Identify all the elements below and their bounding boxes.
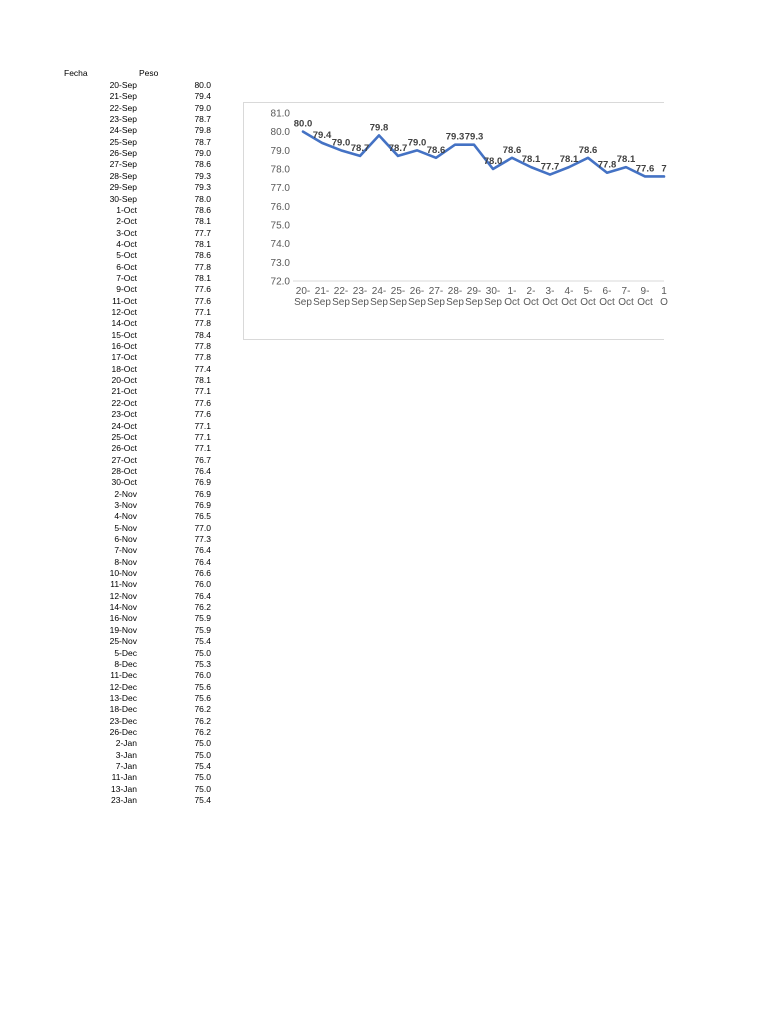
data-point[interactable]: [644, 176, 646, 178]
cell-fecha[interactable]: 26-Sep: [109, 148, 137, 159]
table-row[interactable]: [0, 171, 215, 182]
data-point[interactable]: [321, 142, 323, 144]
x-tick-label: 22-: [333, 286, 349, 297]
cell-peso[interactable]: 76.7: [194, 454, 211, 465]
y-tick-label: 74.0: [270, 239, 290, 251]
table-row[interactable]: [0, 602, 215, 613]
cell-fecha[interactable]: 3-Nov: [114, 499, 137, 510]
cell-fecha[interactable]: 15-Oct: [111, 329, 137, 340]
table-row[interactable]: [0, 568, 215, 579]
cell-peso[interactable]: 79.8: [194, 125, 211, 136]
data-label: 79.0: [331, 137, 351, 149]
cell-peso[interactable]: 77.6: [194, 284, 211, 295]
cell-fecha[interactable]: 2-Jan: [115, 738, 137, 749]
data-label: 78.7: [350, 142, 370, 154]
table-row[interactable]: [0, 137, 215, 148]
line-chart[interactable]: [243, 102, 668, 340]
cell-peso[interactable]: 75.6: [194, 681, 211, 692]
cell-fecha[interactable]: 10-Nov: [109, 568, 137, 579]
x-tick-label: 25-: [390, 286, 406, 297]
data-point[interactable]: [549, 174, 551, 176]
cell-fecha[interactable]: 20-Oct: [111, 375, 137, 386]
data-label: 78.6: [578, 144, 598, 156]
cell-fecha[interactable]: 11-Dec: [110, 670, 137, 681]
data-label: 77.7: [540, 161, 560, 173]
table-row[interactable]: [0, 659, 215, 670]
table-row[interactable]: [0, 273, 215, 284]
cell-peso[interactable]: 77.1: [194, 307, 211, 317]
header-fecha[interactable]: Fecha: [64, 68, 88, 78]
cell-fecha[interactable]: 7-Oct: [116, 272, 137, 283]
cell-fecha[interactable]: 3-Oct: [116, 227, 137, 238]
table-row[interactable]: [0, 216, 215, 227]
cell-fecha[interactable]: 30-Sep: [109, 193, 137, 204]
table-row[interactable]: [0, 772, 215, 783]
data-label: 79.3: [445, 131, 465, 143]
cell-peso[interactable]: 76.9: [194, 477, 211, 488]
cell-fecha[interactable]: 28-Sep: [109, 170, 137, 181]
x-tick-label: 2-: [526, 286, 536, 297]
table-row[interactable]: [0, 159, 215, 170]
data-label: 79.4: [312, 129, 332, 141]
table-row[interactable]: [0, 330, 215, 341]
cell-fecha[interactable]: 2-Oct: [116, 216, 137, 227]
y-tick-label: 73.0: [270, 257, 290, 269]
cell-fecha[interactable]: 21-Sep: [109, 91, 137, 102]
cell-peso[interactable]: 76.0: [194, 579, 211, 590]
data-label: 78.1: [616, 154, 636, 166]
table-row[interactable]: [0, 318, 215, 329]
table-row[interactable]: [0, 591, 215, 602]
table-row[interactable]: [0, 750, 215, 761]
table-row[interactable]: [0, 284, 215, 295]
table-row[interactable]: [0, 648, 215, 659]
cell-peso[interactable]: 77.1: [194, 420, 211, 431]
x-tick-label: 28-: [447, 286, 463, 297]
cell-peso[interactable]: 78.1: [194, 375, 211, 386]
x-tick-label: 4-: [564, 286, 574, 297]
x-tick-label: Oct: [523, 297, 539, 308]
cell-peso[interactable]: 77.6: [194, 295, 211, 306]
cell-peso[interactable]: 76.4: [194, 590, 211, 601]
cell-peso[interactable]: 76.0: [194, 670, 211, 681]
x-tick-label: 24-: [371, 286, 387, 297]
table-row[interactable]: [0, 625, 215, 636]
x-tick-label: 30-: [485, 286, 501, 297]
table-row[interactable]: [0, 477, 215, 488]
table-row[interactable]: [0, 125, 215, 136]
cell-peso[interactable]: 78.7: [194, 136, 211, 147]
cell-fecha[interactable]: 17-Oct: [111, 352, 137, 363]
data-label: 77.6: [635, 163, 655, 175]
table-row[interactable]: [0, 761, 215, 772]
table-row[interactable]: [0, 386, 215, 397]
y-tick-label: 80.0: [270, 127, 290, 139]
table-row[interactable]: [0, 534, 215, 545]
cell-peso[interactable]: 76.2: [194, 715, 211, 726]
x-tick-label: Sep: [313, 297, 331, 308]
data-point[interactable]: [492, 168, 494, 170]
y-tick-label: 77.0: [270, 183, 290, 195]
data-point[interactable]: [625, 166, 627, 168]
cell-peso[interactable]: 76.2: [194, 726, 211, 737]
x-tick-label: 26-: [409, 286, 425, 297]
cell-fecha[interactable]: 11-Jan: [111, 772, 137, 783]
cell-fecha[interactable]: 5-Nov: [114, 522, 137, 533]
cell-peso[interactable]: 76.4: [194, 465, 211, 476]
x-tick-label: Oct: [561, 297, 577, 308]
x-tick-label: 9-: [640, 286, 650, 297]
cell-fecha[interactable]: 22-Oct: [111, 397, 137, 408]
table-row[interactable]: [0, 239, 215, 250]
cell-fecha[interactable]: 30-Oct: [111, 477, 137, 488]
table-row[interactable]: [0, 489, 215, 500]
cell-peso[interactable]: 75.6: [194, 692, 211, 703]
cell-peso[interactable]: 78.6: [194, 250, 211, 261]
cell-fecha[interactable]: 13-Dec: [109, 692, 137, 703]
x-tick-label: Sep: [389, 297, 407, 308]
data-point[interactable]: [302, 131, 304, 133]
x-tick-label: Oct: [542, 297, 558, 308]
cell-peso[interactable]: 76.6: [194, 568, 211, 579]
table-row[interactable]: [0, 421, 215, 432]
y-tick-label: 75.0: [270, 220, 290, 232]
cell-fecha[interactable]: 12-Nov: [109, 590, 137, 601]
x-tick-label: 5-: [583, 286, 593, 297]
cell-peso[interactable]: 80.0: [194, 80, 211, 90]
table-row[interactable]: [0, 682, 215, 693]
cell-fecha[interactable]: 28-Oct: [111, 465, 137, 476]
x-tick-label: Oct: [618, 297, 634, 308]
cell-peso[interactable]: 78.4: [194, 329, 211, 340]
x-tick-label: Oct: [599, 297, 615, 308]
data-point[interactable]: [340, 150, 342, 152]
cell-fecha[interactable]: 25-Nov: [109, 636, 137, 647]
table-row[interactable]: [0, 182, 215, 193]
cell-peso[interactable]: 75.3: [194, 658, 211, 669]
x-tick-label: 21-: [314, 286, 330, 297]
data-point[interactable]: [454, 144, 456, 146]
data-label: 79.3: [464, 131, 484, 143]
table-row[interactable]: [0, 398, 215, 409]
data-label: 80.0: [293, 118, 313, 130]
data-point[interactable]: [435, 157, 437, 159]
cell-fecha[interactable]: 14-Oct: [111, 318, 137, 329]
cell-peso[interactable]: 78.6: [194, 159, 211, 170]
table-row[interactable]: [0, 727, 215, 738]
cell-fecha[interactable]: 22-Sep: [109, 102, 137, 113]
cell-peso[interactable]: 75.4: [194, 636, 211, 647]
table-row[interactable]: [0, 545, 215, 556]
x-tick-label: 1: [661, 286, 667, 297]
cell-fecha[interactable]: 2-Nov: [114, 488, 137, 499]
cell-peso[interactable]: 76.4: [194, 545, 211, 556]
x-tick-label: 29-: [466, 286, 482, 297]
x-tick-label: Oct: [580, 297, 596, 308]
table-row[interactable]: [0, 148, 215, 159]
data-label: 78.6: [426, 144, 446, 156]
y-tick-label: 76.0: [270, 201, 290, 213]
cell-peso[interactable]: 78.1: [194, 238, 211, 249]
table-row[interactable]: [0, 716, 215, 727]
cell-peso[interactable]: 78.1: [194, 272, 211, 283]
cell-peso[interactable]: 77.1: [194, 431, 211, 442]
cell-fecha[interactable]: 21-Oct: [111, 386, 137, 397]
x-tick-label: 3-: [545, 286, 555, 297]
data-label: 78.1: [521, 154, 541, 166]
table-row[interactable]: [0, 613, 215, 624]
cell-fecha[interactable]: 5-Oct: [116, 250, 137, 261]
table-row[interactable]: [0, 194, 215, 205]
table-row[interactable]: [0, 228, 215, 239]
cell-peso[interactable]: 75.4: [194, 795, 211, 806]
cell-peso[interactable]: 77.3: [194, 534, 211, 544]
cell-peso[interactable]: 75.0: [194, 772, 211, 783]
cell-peso[interactable]: 78.0: [194, 193, 211, 204]
cell-fecha[interactable]: 4-Nov: [114, 511, 137, 522]
cell-fecha[interactable]: 26-Oct: [111, 443, 137, 454]
data-point[interactable]: [663, 176, 665, 178]
cell-fecha[interactable]: 9-Oct: [116, 284, 137, 295]
data-label: 78.0: [483, 156, 503, 167]
cell-peso[interactable]: 76.5: [194, 511, 211, 522]
table-row[interactable]: [0, 352, 215, 363]
table-row[interactable]: [0, 341, 215, 352]
cell-peso[interactable]: 75.0: [194, 783, 211, 794]
x-tick-label: Oct: [637, 297, 653, 308]
cell-fecha[interactable]: 25-Sep: [109, 136, 137, 147]
table-row[interactable]: [0, 364, 215, 375]
table-row[interactable]: [0, 693, 215, 704]
x-tick-label: Sep: [370, 297, 388, 308]
table-row[interactable]: [0, 114, 215, 125]
table-row[interactable]: [0, 262, 215, 273]
x-tick-label: Sep: [294, 297, 312, 308]
cell-peso[interactable]: 75.4: [194, 761, 211, 771]
header-peso[interactable]: Peso: [139, 68, 159, 78]
table-row[interactable]: [0, 375, 215, 386]
cell-fecha[interactable]: 19-Nov: [109, 624, 137, 635]
cell-peso[interactable]: 77.1: [194, 443, 211, 454]
data-label: 78.6: [502, 144, 522, 156]
cell-peso[interactable]: 77.8: [194, 318, 211, 329]
cell-fecha[interactable]: 23-Dec: [109, 715, 137, 726]
table-row[interactable]: [0, 636, 215, 647]
cell-peso[interactable]: 77.7: [194, 227, 211, 238]
data-label: 77.8: [597, 159, 617, 171]
cell-fecha[interactable]: 18-Dec: [109, 704, 137, 715]
cell-peso[interactable]: 77.8: [194, 341, 211, 352]
data-point[interactable]: [416, 150, 418, 152]
x-tick-label: 23-: [352, 286, 368, 297]
cell-fecha[interactable]: 29-Sep: [109, 182, 137, 193]
cell-fecha[interactable]: 7-Nov: [114, 545, 137, 556]
cell-peso[interactable]: 79.3: [194, 182, 211, 193]
data-point[interactable]: [606, 172, 608, 174]
cell-peso[interactable]: 75.0: [194, 647, 211, 658]
cell-fecha[interactable]: 27-Oct: [111, 454, 137, 465]
table-row[interactable]: [0, 409, 215, 420]
data-label: 79.0: [407, 137, 427, 149]
table-row[interactable]: [0, 795, 215, 806]
x-tick-label: Oct: [504, 297, 520, 308]
cell-peso[interactable]: 79.0: [194, 148, 211, 159]
cell-fecha[interactable]: 6-Nov: [114, 534, 137, 544]
cell-peso[interactable]: 77.6: [194, 397, 211, 408]
cell-peso[interactable]: 76.2: [194, 704, 211, 715]
cell-fecha[interactable]: 8-Nov: [114, 556, 137, 567]
cell-peso[interactable]: 76.9: [194, 488, 211, 499]
table-row[interactable]: [0, 670, 215, 681]
cell-fecha[interactable]: 14-Nov: [109, 602, 137, 613]
data-point[interactable]: [473, 144, 475, 146]
cell-peso[interactable]: 75.9: [194, 624, 211, 635]
y-tick-label: 81.0: [270, 108, 290, 120]
cell-fecha[interactable]: 23-Jan: [111, 795, 137, 806]
table-row[interactable]: [0, 511, 215, 522]
table-row[interactable]: [0, 432, 215, 443]
cell-peso[interactable]: 77.1: [194, 386, 211, 397]
cell-fecha[interactable]: 7-Jan: [115, 761, 137, 771]
x-tick-label: Sep: [465, 297, 483, 308]
data-point[interactable]: [587, 157, 589, 159]
cell-fecha[interactable]: 3-Jan: [115, 749, 137, 760]
cell-fecha[interactable]: 27-Sep: [109, 159, 137, 170]
y-tick-label: 79.0: [270, 145, 290, 157]
table-row[interactable]: [0, 579, 215, 590]
x-tick-label: 20-: [295, 286, 311, 297]
x-tick-label: 6-: [602, 286, 612, 297]
data-point[interactable]: [530, 166, 532, 168]
x-tick-label: Sep: [332, 297, 350, 308]
table-row[interactable]: [0, 205, 215, 216]
x-tick-label: 1-: [507, 286, 517, 297]
cell-fecha[interactable]: 13-Jan: [111, 783, 137, 794]
data-label: 78.1: [559, 154, 579, 166]
x-tick-label: Sep: [446, 297, 464, 308]
x-tick-label: 7-: [621, 286, 631, 297]
data-point[interactable]: [359, 155, 361, 157]
cell-peso[interactable]: 79.3: [194, 170, 211, 181]
cell-fecha[interactable]: 16-Oct: [111, 341, 137, 352]
cell-fecha[interactable]: 26-Dec: [109, 726, 137, 737]
cell-peso[interactable]: 78.6: [194, 204, 211, 215]
cell-peso[interactable]: 77.6: [194, 409, 211, 420]
cell-peso[interactable]: 75.9: [194, 613, 211, 624]
x-tick-label: Sep: [427, 297, 445, 308]
data-label: 78.7: [388, 142, 408, 154]
cell-fecha[interactable]: 12-Dec: [109, 681, 137, 692]
table-row[interactable]: [0, 296, 215, 307]
x-tick-label: Sep: [484, 297, 502, 308]
cell-peso[interactable]: 76.4: [194, 556, 211, 567]
cell-peso[interactable]: 77.8: [194, 261, 211, 272]
data-point[interactable]: [397, 155, 399, 157]
chart-svg: [244, 103, 668, 339]
cell-peso[interactable]: 75.0: [194, 738, 211, 749]
x-tick-label: 27-: [428, 286, 444, 297]
table-row[interactable]: [0, 500, 215, 511]
cell-peso[interactable]: 79.0: [194, 102, 211, 113]
cell-fecha[interactable]: 12-Oct: [111, 307, 137, 317]
cell-fecha[interactable]: 6-Oct: [116, 261, 137, 272]
table-row[interactable]: [0, 103, 215, 114]
cell-fecha[interactable]: 4-Oct: [116, 238, 137, 249]
cell-fecha[interactable]: 16-Nov: [109, 613, 137, 624]
table-row[interactable]: [0, 557, 215, 568]
table-row[interactable]: [0, 784, 215, 795]
cell-peso[interactable]: 78.1: [194, 216, 211, 227]
data-point[interactable]: [511, 157, 513, 159]
cell-peso[interactable]: 75.0: [194, 749, 211, 760]
cell-peso[interactable]: 77.4: [194, 363, 211, 374]
cell-fecha[interactable]: 23-Sep: [109, 114, 137, 125]
table-row[interactable]: [0, 443, 215, 454]
table-row[interactable]: [0, 455, 215, 466]
table-row[interactable]: [0, 307, 215, 318]
cell-fecha[interactable]: 11-Oct: [112, 295, 137, 306]
cell-peso[interactable]: 76.9: [194, 499, 211, 510]
table-row[interactable]: [0, 250, 215, 261]
data-point[interactable]: [568, 166, 570, 168]
cell-peso[interactable]: 76.2: [194, 602, 211, 613]
cell-fecha[interactable]: 24-Oct: [111, 420, 137, 431]
cell-peso[interactable]: 79.4: [194, 91, 211, 102]
cell-fecha[interactable]: 23-Oct: [111, 409, 137, 420]
cell-fecha[interactable]: 25-Oct: [111, 431, 137, 442]
x-tick-label: O: [660, 297, 668, 308]
cell-fecha[interactable]: 1-Oct: [116, 204, 137, 215]
table-row[interactable]: [0, 523, 215, 534]
table-row[interactable]: [0, 466, 215, 477]
cell-peso[interactable]: 78.7: [194, 114, 211, 125]
cell-peso[interactable]: 77.8: [194, 352, 211, 363]
cell-fecha[interactable]: 20-Sep: [109, 80, 137, 90]
table-row[interactable]: [0, 704, 215, 715]
cell-fecha[interactable]: 18-Oct: [111, 363, 137, 374]
x-tick-label: Sep: [408, 297, 426, 308]
table-row[interactable]: [0, 91, 215, 102]
cell-fecha[interactable]: 11-Nov: [110, 579, 137, 590]
cell-fecha[interactable]: 24-Sep: [109, 125, 137, 136]
x-tick-label: Sep: [351, 297, 369, 308]
data-label: 79.8: [369, 122, 389, 134]
cell-fecha[interactable]: 5-Dec: [114, 647, 137, 658]
cell-fecha[interactable]: 8-Dec: [114, 658, 137, 669]
table-row[interactable]: [0, 80, 215, 91]
table-row[interactable]: [0, 738, 215, 749]
cell-peso[interactable]: 77.0: [194, 522, 211, 533]
y-tick-label: 72.0: [270, 276, 290, 288]
data-label: 7: [661, 163, 667, 175]
data-point[interactable]: [378, 135, 380, 137]
y-tick-label: 78.0: [270, 164, 290, 176]
